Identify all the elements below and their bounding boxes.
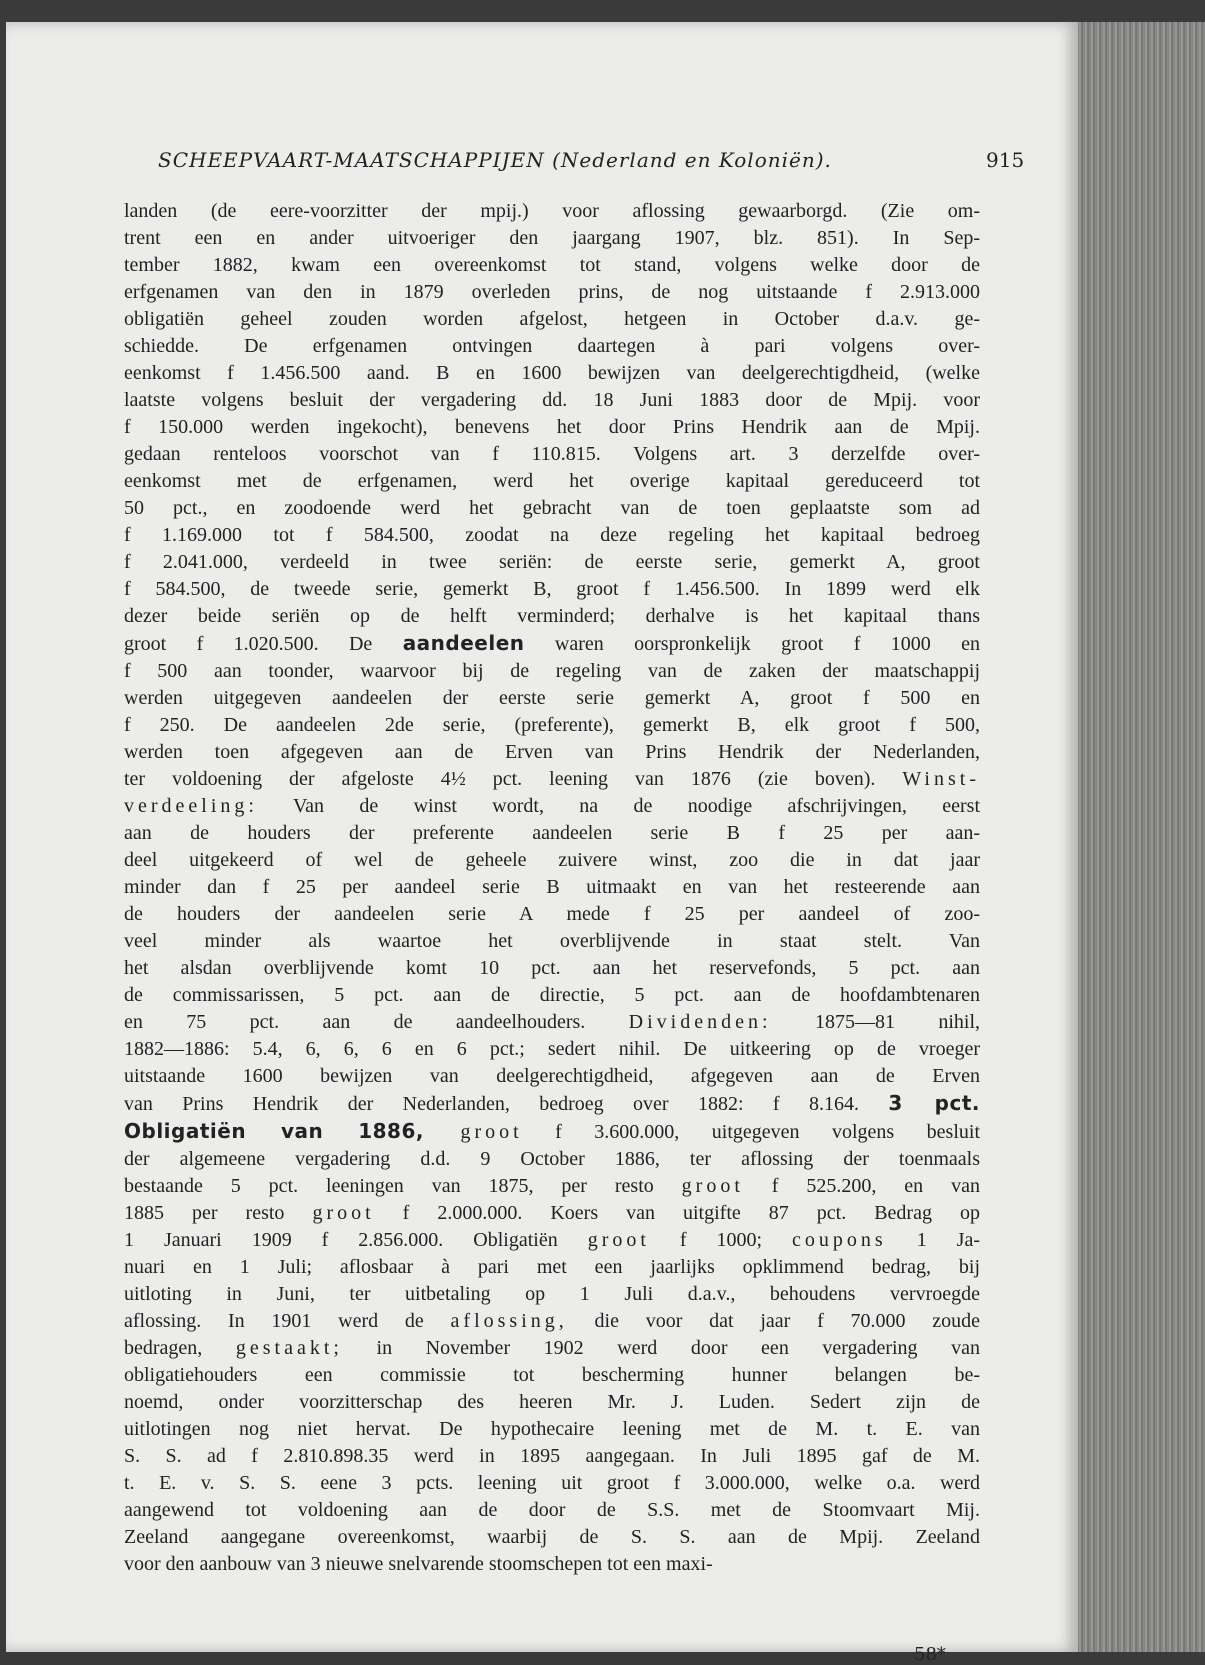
spaced-run: coupons [792,1229,887,1251]
text-line [124,576,980,603]
text-run: het alsdan overblijvende komt 10 pct. aan het reservefonds, 5 pct. aan [124,957,980,979]
text-run: veel minder als waartoe het overblijvende in staat stelt. Van [124,930,980,952]
text-run: f 584.500, de tweede serie, gemerkt B, groot f 1.456.500. In 1899 werd elk [124,578,980,600]
text-run: bestaande 5 pct. leeningen van 1875, per resto [124,1175,682,1197]
text-run: f 525.200, en van [743,1175,980,1197]
spaced-run: groot [423,1121,523,1143]
text-run: 1 Ja- [886,1229,980,1251]
text-run: 1885 per resto [124,1202,313,1224]
text-run: 50 pct., en zoodoende werd het gebracht van de toen geplaatste som ad [124,497,980,519]
text-line [124,901,980,928]
text-line [124,874,980,901]
text-line [124,1551,980,1578]
text-line [124,387,980,414]
text-run: schiedde. De erfgenamen ontvingen daartegen à pari volgens over- [124,335,980,357]
text-line [124,1497,980,1524]
text-run: S. S. ad f 2.810.898.35 werd in 1895 aangegaan. In Juli 1895 gaf de M. [124,1445,980,1467]
spaced-run: gestaakt; [235,1337,343,1359]
text-line [124,1416,980,1443]
text-line [124,955,980,982]
text-run: uitlotingen nog niet hervat. De hypothecaire leening met de M. t. E. van [124,1418,980,1440]
text-line [124,820,980,847]
text-line [124,1470,980,1497]
text-run: 1 Januari 1909 f 2.856.000. Obligatiën [124,1229,588,1251]
spaced-run: Dividenden: [628,1011,772,1033]
text-line [124,1090,980,1118]
text-line [124,847,980,874]
book-page [6,22,1078,1665]
text-run: ter voldoening der afgeloste 4½ pct. leening van 1876 (zie boven). [124,768,903,790]
text-line [124,685,980,712]
text-run: nuari en 1 Juli; aflosbaar à pari met een jaarlijks opklimmend bedrag, bij [124,1256,980,1278]
bold-heading-run: aandeelen [402,631,525,655]
spaced-run: groot [681,1175,744,1197]
text-run: dezer beide seriën op de helft verminderd; derhalve is het kapitaal thans [124,605,980,627]
text-line [124,739,980,766]
text-run: tember 1882, kwam een overeenkomst tot stand, volgens welke door de [124,254,980,276]
text-line [124,1036,980,1063]
text-line [124,1443,980,1470]
signature-mark: 58* [914,1644,946,1665]
text-run: Zeeland aangegane overeenkomst, waarbij de S. S. aan de Mpij. Zeeland [124,1526,980,1548]
text-run: obligatiën geheel zouden worden afgelost, hetgeen in October d.a.v. ge- [124,308,980,330]
text-run: aflossing. In 1901 werd de [124,1310,451,1332]
running-header: SCHEEPVAART-MAATSCHAPPIJEN (Nederland en Koloniën). [158,148,832,172]
text-run: aangewend tot voldoening aan de door de S.S. met de Stoomvaart Mij. [124,1499,980,1521]
spaced-run: Winst- [902,768,980,790]
text-run: werden uitgegeven aandeelen der eerste serie gemerkt A, groot f 500 en [124,687,980,709]
text-line [124,468,980,495]
page-number: 915 [986,148,1025,172]
text-line [124,712,980,739]
text-line [124,1173,980,1200]
text-line [124,1063,980,1090]
text-run: deel uitgekeerd of wel de geheele zuivere winst, zoo die in dat jaar [124,849,980,871]
text-run: f 500 aan toonder, waarvoor bij de regeling van de zaken der maatschappij [124,660,980,682]
spaced-run: groot [587,1229,650,1251]
text-run: obligatiehouders een commissie tot bescherming hunner belangen be- [124,1364,980,1386]
bold-heading-run: Obligatiën van 1886, [124,1119,424,1143]
text-run: f 250. De aandeelen 2de serie, (preferente), gemerkt B, elk groot f 500, [124,714,980,736]
text-line [124,441,980,468]
text-line [124,1524,980,1551]
text-line [124,658,980,685]
text-run: aan de houders der preferente aandeelen serie B f 25 per aan- [124,822,980,844]
text-line [124,1118,980,1146]
text-run: werden toen afgegeven aan de Erven van Prins Hendrik der Nederlanden, [124,741,980,763]
text-run: 1882—1886: 5.4, 6, 6, 6 en 6 pct.; sedert nihil. De uitkeering op de vroeger [124,1038,980,1060]
text-run: f 2.000.000. Koers van uitgifte 87 pct. Bedrag op [374,1202,980,1224]
text-line [124,982,980,1009]
text-run: de commissarissen, 5 pct. aan de directie, 5 pct. aan de hoofdambtenaren [124,984,980,1006]
text-run: eenkomst f 1.456.500 aand. B en 1600 bewijzen van deelgerechtigdheid, (welke [124,362,980,384]
text-line [124,522,980,549]
text-line [124,360,980,387]
text-run: f 1.169.000 tot f 584.500, zoodat na deze regeling het kapitaal bedroeg [124,524,980,546]
text-run: waren oorspronkelijk groot f 1000 en [524,633,981,655]
text-line [124,1308,980,1335]
text-line [124,1281,980,1308]
text-run: bedragen, [124,1337,236,1359]
text-run: f 150.000 werden ingekocht), benevens het door Prins Hendrik aan de Mpij. [124,416,980,438]
body-text [124,198,980,1578]
text-line [124,333,980,360]
page-edges [1078,22,1205,1652]
text-line [124,279,980,306]
text-run: van Prins Hendrik der Nederlanden, bedroeg over 1882: f 8.164. [124,1093,889,1115]
spaced-run: verdeeling: [124,795,258,817]
text-run: laatste volgens besluit der vergadering dd. 18 Juni 1883 door de Mpij. voor [124,389,980,411]
text-run: f 3.600.000, uitgegeven volgens besluit [522,1121,980,1143]
text-run: uitloting in Juni, ter uitbetaling op 1 Juli d.a.v., behoudens vervroegde [124,1283,980,1305]
spaced-run: groot [312,1202,375,1224]
text-line [124,1200,980,1227]
text-run: noemd, onder voorzitterschap des heeren Mr. J. Luden. Sedert zijn de [124,1391,980,1413]
text-run: f 2.041.000, verdeeld in twee seriën: de eerste serie, gemerkt A, groot [124,551,980,573]
text-run: f 1000; [649,1229,793,1251]
bold-heading-run: 3 pct. [888,1091,980,1115]
text-line [124,766,980,793]
text-line [124,252,980,279]
text-line [124,1389,980,1416]
text-run: voor den aanbouw van 3 nieuwe snelvarende stoomschepen tot een maxi- [124,1553,713,1575]
text-line [124,306,980,333]
text-run: t. E. v. S. S. eene 3 pcts. leening uit groot f 3.000.000, welke o.a. werd [124,1472,980,1494]
text-line [124,414,980,441]
text-line [124,1227,980,1254]
text-line [124,1335,980,1362]
text-run: Van de winst wordt, na de noodige afschrijvingen, eerst [257,795,980,817]
text-line [124,1146,980,1173]
text-run: der algemeene vergadering d.d. 9 October 1886, ter aflossing der toenmaals [124,1148,980,1170]
text-line [124,198,980,225]
text-line [124,225,980,252]
text-run: uitstaande 1600 bewijzen van deelgerechtigdheid, afgegeven aan de Erven [124,1065,980,1087]
text-run: de houders der aandeelen serie A mede f 25 per aandeel of zoo- [124,903,980,925]
text-run: 1875—81 nihil, [771,1011,980,1033]
text-run: die voor dat jaar f 70.000 zoude [567,1310,981,1332]
text-run: en 75 pct. aan de aandeelhouders. [124,1011,629,1033]
text-line [124,1009,980,1036]
text-line [124,603,980,630]
text-line [124,793,980,820]
text-run: landen (de eere-voorzitter der mpij.) voor aflossing gewaarborgd. (Zie om- [124,200,980,222]
text-line [124,1254,980,1281]
text-run: groot f 1.020.500. De [124,633,403,655]
text-line [124,1362,980,1389]
text-line [124,549,980,576]
text-run: in November 1902 werd door een vergadering van [342,1337,980,1359]
text-run: erfgenamen van den in 1879 overleden prins, de nog uitstaande f 2.913.000 [124,281,980,303]
text-run: gedaan renteloos voorschot van f 110.815. Volgens art. 3 derzelfde over- [124,443,980,465]
text-line [124,928,980,955]
spaced-run: aflossing, [450,1310,568,1332]
text-run: eenkomst met de erfgenamen, werd het overige kapitaal gereduceerd tot [124,470,980,492]
text-line [124,630,980,658]
text-run: trent een en ander uitvoeriger den jaargang 1907, blz. 851). In Sep- [124,227,980,249]
text-line [124,495,980,522]
text-run: minder dan f 25 per aandeel serie B uitmaakt en van het resteerende aan [124,876,980,898]
